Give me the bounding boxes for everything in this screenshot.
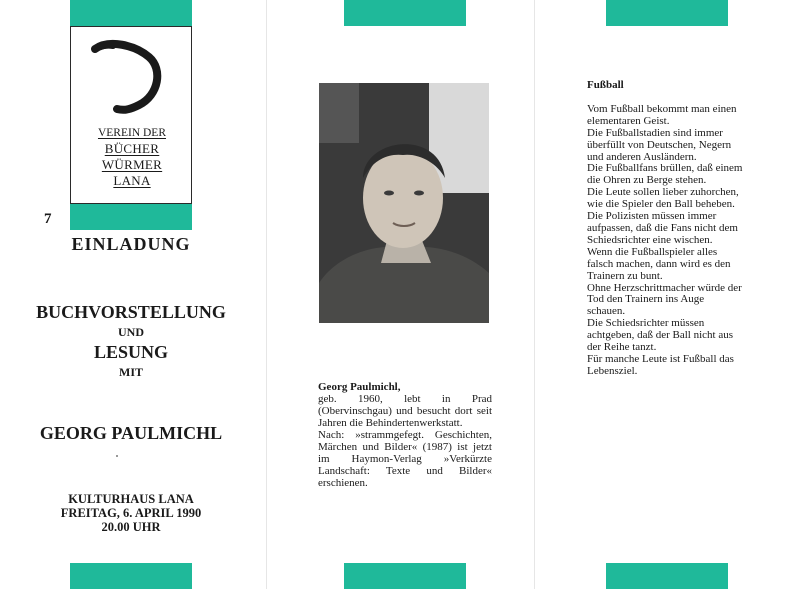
poem-line: Die Leute sollen lieber zuhorchen, — [587, 186, 739, 199]
event-details — [40, 492, 222, 534]
poem-line: Schiedsrichter eine wischen. — [587, 233, 713, 246]
fold-line-left — [266, 0, 267, 589]
with-word: MIT — [119, 365, 143, 379]
hook-mark-icon — [87, 37, 167, 117]
page-number: 7 — [44, 211, 52, 227]
portrait-photo-icon — [319, 83, 489, 323]
poem-line: Lebensziel. — [587, 364, 638, 377]
and-word: UND — [118, 325, 144, 339]
reading-heading: LESUNG — [93, 342, 169, 362]
poem-line: Die Fußballstadien sind immer — [587, 126, 723, 139]
event-date: FREITAG, 6. APRIL 1990 — [60, 506, 202, 520]
poem-line: Ohne Herzschrittmacher würde der — [587, 281, 742, 294]
poem-line: der Reihe tanzt. — [587, 341, 657, 354]
author-portrait-photo — [319, 83, 489, 323]
poem-body — [587, 104, 765, 378]
poem-line: Tod den Trainern ins Auge — [587, 293, 705, 306]
teal-tab-top-left — [70, 0, 192, 26]
logo-line-4: LANA — [113, 173, 151, 188]
fold-line-right — [534, 0, 535, 589]
poem — [587, 80, 765, 378]
club-logo — [70, 26, 192, 204]
bio-name: Georg Paulmichl, — [318, 381, 401, 393]
bio-paragraph-1: geb. 1960, lebt in Prad (Obervinschgau) und besucht dort seit Jahren die Behindertenwerkstatt. — [318, 393, 492, 429]
teal-tab-bottom-right — [606, 563, 728, 589]
poem-line: Für manche Leute ist Fußball das — [587, 352, 734, 365]
logo-line-1: VEREIN DER — [97, 127, 167, 139]
logo-line-3: WÜRMER — [101, 157, 163, 172]
teal-tab-bottom-middle — [344, 563, 466, 589]
poem-line: wie die Spieler den Ball beheben. — [587, 198, 735, 211]
author-name: GEORG PAULMICHL — [39, 423, 223, 443]
teal-tab-top-right — [606, 0, 728, 26]
poem-line: elementaren Geist. — [587, 114, 670, 127]
author-bio — [318, 381, 492, 489]
poem-line: Die Schiedsrichter müssen — [587, 317, 705, 330]
book-presentation-heading: BUCHVORSTELLUNG — [36, 302, 226, 322]
poem-line: schauen. — [587, 305, 626, 318]
poem-line: Vom Fußball bekommt man einen — [587, 102, 737, 115]
invitation-heading: EINLADUNG — [71, 234, 191, 254]
teal-tab-logo-bottom — [70, 204, 192, 230]
poem-line: Die Polizisten müssen immer — [587, 210, 717, 223]
event-venue: KULTURHAUS LANA — [68, 492, 194, 506]
bio-paragraph-2: Nach: »strammgefegt. Geschichten, Märchen und Bilder« (1987) ist jetzt im Haymon-Verlag »Verkürzte Landschaft: Texte und Bilder« erschienen. — [318, 429, 492, 489]
poem-line: Die Fußballfans brüllen, daß einem — [587, 162, 743, 175]
logo-line-2: BÜCHER — [104, 141, 160, 156]
poem-line: und anderen Ausländern. — [587, 150, 697, 163]
poem-line: aufpassen, daß die Fans nicht dem — [587, 221, 738, 234]
poem-line: Trainern zu bunt. — [587, 269, 663, 282]
decorative-dot — [116, 455, 118, 457]
poem-line: achtgeben, daß der Ball nicht aus — [587, 329, 734, 342]
poem-line: die Ohren zu Berge stehen. — [587, 174, 707, 187]
poem-line: Wenn die Fußballspieler alles — [587, 245, 718, 258]
logo-text — [85, 125, 179, 189]
poem-line: falsch machen, dann wird es den — [587, 257, 731, 270]
event-time: 20.00 UHR — [101, 520, 161, 534]
poem-title: Fußball — [587, 79, 624, 91]
teal-tab-bottom-left — [70, 563, 192, 589]
teal-tab-top-middle — [344, 0, 466, 26]
poem-line: überfüllt von Deutschen, Negern — [587, 138, 732, 151]
